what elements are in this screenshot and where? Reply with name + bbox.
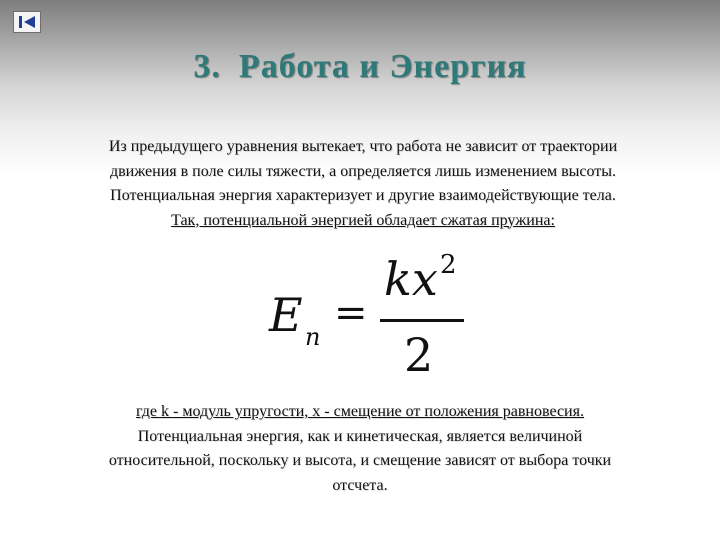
- explanation-line: относительной, поскольку и высота, и смещение зависят от выбора точки: [108, 452, 612, 469]
- nav-back-button[interactable]: [13, 11, 41, 33]
- intro-line: Потенциальная энергия характеризует и другие взаимодействующие тела.: [110, 187, 616, 204]
- formula-denominator: 2: [404, 328, 434, 382]
- formula-exponent: 2: [440, 250, 457, 280]
- intro-line: движения в поле силы тяжести, а определяется лишь изменением высоты.: [109, 162, 617, 180]
- explanation-line: отсчета.: [332, 476, 388, 494]
- explanation-line: Потенциальная энергия, как и кинетическая, является величиной: [137, 427, 583, 445]
- formula-equals: =: [334, 290, 368, 336]
- intro-line: Так, потенциальной энергией обладает сжатая пружина:: [171, 211, 555, 229]
- slide-title-text: Работа и Энергия: [238, 48, 527, 85]
- explanation-line: где k - модуль упругости, x - смещение от положения равновесия.: [136, 403, 584, 420]
- explanation-paragraph: [40, 400, 680, 498]
- back-to-start-icon: [18, 15, 38, 29]
- formula-numerator: kx: [384, 252, 438, 306]
- slide-title-number: 3.: [193, 48, 221, 85]
- formula-lhs: E: [269, 288, 303, 342]
- intro-paragraph: [38, 135, 688, 233]
- slide-title: [0, 48, 720, 86]
- potential-energy-formula: [262, 250, 482, 390]
- formula-lhs-subscript: п: [305, 323, 321, 351]
- formula-fraction-bar: [380, 319, 464, 322]
- intro-line: Из предыдущего уравнения вытекает, что работа не зависит от траектории: [108, 138, 618, 155]
